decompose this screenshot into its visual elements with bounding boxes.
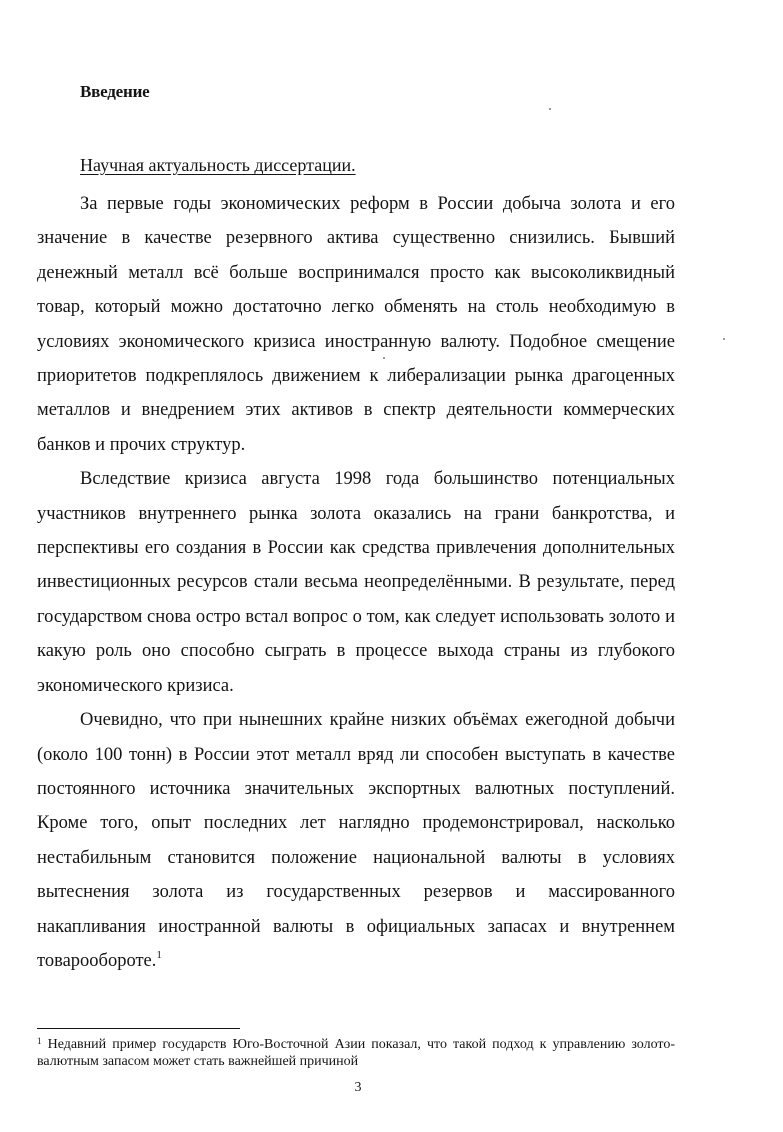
body-text: [37, 187, 675, 978]
footnote-separator: [37, 1028, 240, 1029]
section-heading: Введение: [80, 82, 150, 101]
scan-speck: [383, 357, 385, 359]
paragraph-3: [37, 703, 675, 978]
footnote-marker: 1: [37, 1036, 42, 1046]
subsection-heading: Научная актуальность диссертации.: [80, 155, 356, 175]
footnote: [37, 1036, 675, 1070]
paragraph-1: За первые годы экономических реформ в России добыча золота и его значение в качестве резервного актива существенно снизились. Бывший денежный металл всё больше воспринимался просто как высоколиквидный товар, который можно достаточно легко обменять на столь необходимую в условиях экономического кризиса иностранную валюту. Подобное смещение приоритетов подкреплялось движением к либерализации рынка драгоценных металлов и внедрением этих активов в спектр деятельности коммерческих банков и прочих структур.: [37, 194, 675, 455]
page-number: 3: [354, 1080, 362, 1095]
footnote-text: Недавний пример государств Юго-Восточной Азии показал, что такой подход к управлению золото-валютным запасом может стать важнейшей причиной: [37, 1037, 675, 1069]
scan-speck: [723, 338, 725, 340]
paragraph-3-text: Очевидно, что при нынешних крайне низких объёмах ежегодной добычи (около 100 тонн) в России этот металл вряд ли способен выступать в качестве постоянного источника значительных экспортных валютных поступлений. Кроме того, опыт последних лет наглядно продемонстрировал, насколько нестабильным становится положение национальной валюты в условиях вытеснения золота из государственных резервов и массированного накапливания иностранной валюты в официальных запасах и внутреннем товарообороте.: [37, 710, 675, 971]
scan-speck: [549, 108, 551, 110]
footnote-reference: 1: [156, 948, 162, 961]
paragraph-2: Вследствие кризиса августа 1998 года большинство потенциальных участников внутреннего рынка золота оказались на грани банкротства, и перспективы его создания в России как средства привлечения дополнительных инвестиционных ресурсов стали весьма неопределёнными. В результате, перед государством снова остро встал вопрос о том, как следует использовать золото и какую роль оно способно сыграть в процессе выхода страны из глубокого экономического кризиса.: [37, 469, 675, 696]
